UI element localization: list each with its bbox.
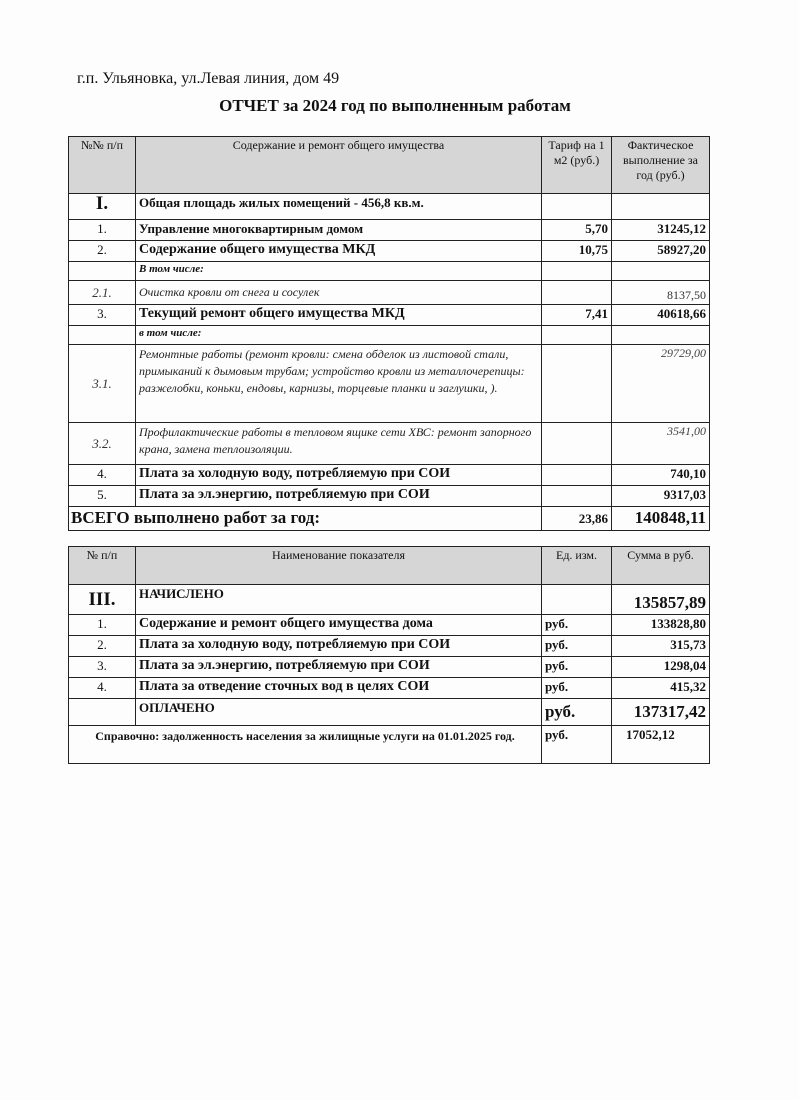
row-tariff: 5,70: [542, 220, 612, 241]
row-tariff: [542, 345, 612, 423]
table-row: [69, 486, 710, 507]
row-amount: 29729,00: [612, 345, 710, 423]
address-line: г.п. Ульяновка, ул.Левая линия, дом 49: [77, 70, 340, 87]
total-row: [69, 507, 710, 531]
row-unit: руб.: [542, 615, 612, 636]
row-tariff: [542, 194, 612, 220]
row-num: 2.: [69, 241, 136, 262]
row-sum: 135857,89: [612, 585, 710, 615]
row-num: I.: [69, 194, 136, 220]
row-amount: 40618,66: [612, 305, 710, 326]
row-num: 2.1.: [69, 281, 136, 305]
row-num: 3.2.: [69, 423, 136, 465]
row-amount: 8137,50: [612, 281, 710, 305]
table-row: [69, 636, 710, 657]
row-name: НАЧИСЛЕНО: [136, 585, 542, 615]
row-tariff: [542, 486, 612, 507]
col-header-num: №№ п/п: [69, 137, 136, 194]
row-num: 1.: [69, 615, 136, 636]
col-header-actual: Фактическое выполнение за год (руб.): [612, 137, 710, 194]
row-sum: 137317,42: [612, 699, 710, 726]
row-sum: 1298,04: [612, 657, 710, 678]
row-sum: 133828,80: [612, 615, 710, 636]
col-header-name: Наименование показателя: [136, 547, 542, 585]
row-amount: [612, 194, 710, 220]
row-tariff: 7,41: [542, 305, 612, 326]
row-tariff: [542, 262, 612, 281]
total-tariff: 23,86: [542, 507, 612, 531]
row-num: [69, 262, 136, 281]
col-header-sum: Сумма в руб.: [612, 547, 710, 585]
row-num: 2.: [69, 636, 136, 657]
row-amount: 31245,12: [612, 220, 710, 241]
row-num: 3.: [69, 657, 136, 678]
row-unit: руб.: [542, 678, 612, 699]
row-name: Профилактические работы в тепловом ящике сети ХВС: ремонт запорного крана, замена теплоизоляции.: [136, 423, 542, 465]
row-unit: руб.: [542, 636, 612, 657]
row-name: Ремонтные работы (ремонт кровли: смена обделок из листовой стали, примыканий к дымовым трубам; устройство кровли из металлочерепицы: разжелобки, коньки, ендовы, карнизы, торцевые планки и заглушки, ).: [136, 345, 542, 423]
note-sum: 17052,12: [612, 726, 710, 764]
row-tariff: [542, 465, 612, 486]
table-row: [69, 678, 710, 699]
row-num: III.: [69, 585, 136, 615]
row-unit: руб.: [542, 657, 612, 678]
row-name: В том числе:: [136, 262, 542, 281]
row-num: 3.1.: [69, 345, 136, 423]
row-amount: 3541,00: [612, 423, 710, 465]
table-row: [69, 326, 710, 345]
row-name: Содержание общего имущества МКД: [136, 241, 542, 262]
row-name: Управление многоквартирным домом: [136, 220, 542, 241]
row-name: Плата за эл.энергию, потребляемую при СОИ: [136, 486, 542, 507]
col-header-content: Содержание и ремонт общего имущества: [136, 137, 542, 194]
table-row: [69, 345, 710, 423]
row-tariff: [542, 423, 612, 465]
row-num: 1.: [69, 220, 136, 241]
table-row: [69, 699, 710, 726]
table-row: [69, 585, 710, 615]
row-num: [69, 326, 136, 345]
row-name: Плата за холодную воду, потребляемую при СОИ: [136, 465, 542, 486]
row-amount: [612, 262, 710, 281]
row-name: в том числе:: [136, 326, 542, 345]
row-amount: 58927,20: [612, 241, 710, 262]
row-num: 4.: [69, 678, 136, 699]
table-row: [69, 423, 710, 465]
table-row: [69, 281, 710, 305]
row-name: ОПЛАЧЕНО: [136, 699, 542, 726]
row-name: Содержание и ремонт общего имущества дома: [136, 615, 542, 636]
row-tariff: [542, 281, 612, 305]
total-label: ВСЕГО выполнено работ за год:: [69, 507, 542, 531]
row-tariff: 10,75: [542, 241, 612, 262]
row-sum: 315,73: [612, 636, 710, 657]
table-row: [69, 262, 710, 281]
row-sum: 415,32: [612, 678, 710, 699]
note-row: [69, 726, 710, 764]
row-num: 5.: [69, 486, 136, 507]
table-row: [69, 305, 710, 326]
row-name: Плата за отведение сточных вод в целях СОИ: [136, 678, 542, 699]
debt-note: Справочно: задолженность населения за жилищные услуги на 01.01.2025 год.: [69, 726, 542, 764]
table-row: [69, 220, 710, 241]
row-amount: [612, 326, 710, 345]
row-amount: 9317,03: [612, 486, 710, 507]
row-name: Плата за холодную воду, потребляемую при СОИ: [136, 636, 542, 657]
row-name: Плата за эл.энергию, потребляемую при СОИ: [136, 657, 542, 678]
col-header-tariff: Тариф на 1 м2 (руб.): [542, 137, 612, 194]
row-name: Очистка кровли от снега и сосулек: [136, 281, 542, 305]
table-row: [69, 465, 710, 486]
row-num: 3.: [69, 305, 136, 326]
row-unit: руб.: [542, 699, 612, 726]
row-unit: [542, 585, 612, 615]
report-title: ОТЧЕТ за 2024 год по выполненным работам: [219, 96, 571, 115]
table-row: [69, 615, 710, 636]
table-row: [69, 241, 710, 262]
row-name: Текущий ремонт общего имущества МКД: [136, 305, 542, 326]
accruals-table: [68, 546, 710, 764]
total-amount: 140848,11: [612, 507, 710, 531]
row-name: Общая площадь жилых помещений - 456,8 кв.м.: [136, 194, 542, 220]
table-row: [69, 194, 710, 220]
row-tariff: [542, 326, 612, 345]
row-amount: 740,10: [612, 465, 710, 486]
table-row: [69, 657, 710, 678]
row-num: [69, 699, 136, 726]
row-num: 4.: [69, 465, 136, 486]
col-header-num: № п/п: [69, 547, 136, 585]
works-table: [68, 136, 710, 531]
note-unit: руб.: [542, 726, 612, 764]
col-header-unit: Ед. изм.: [542, 547, 612, 585]
